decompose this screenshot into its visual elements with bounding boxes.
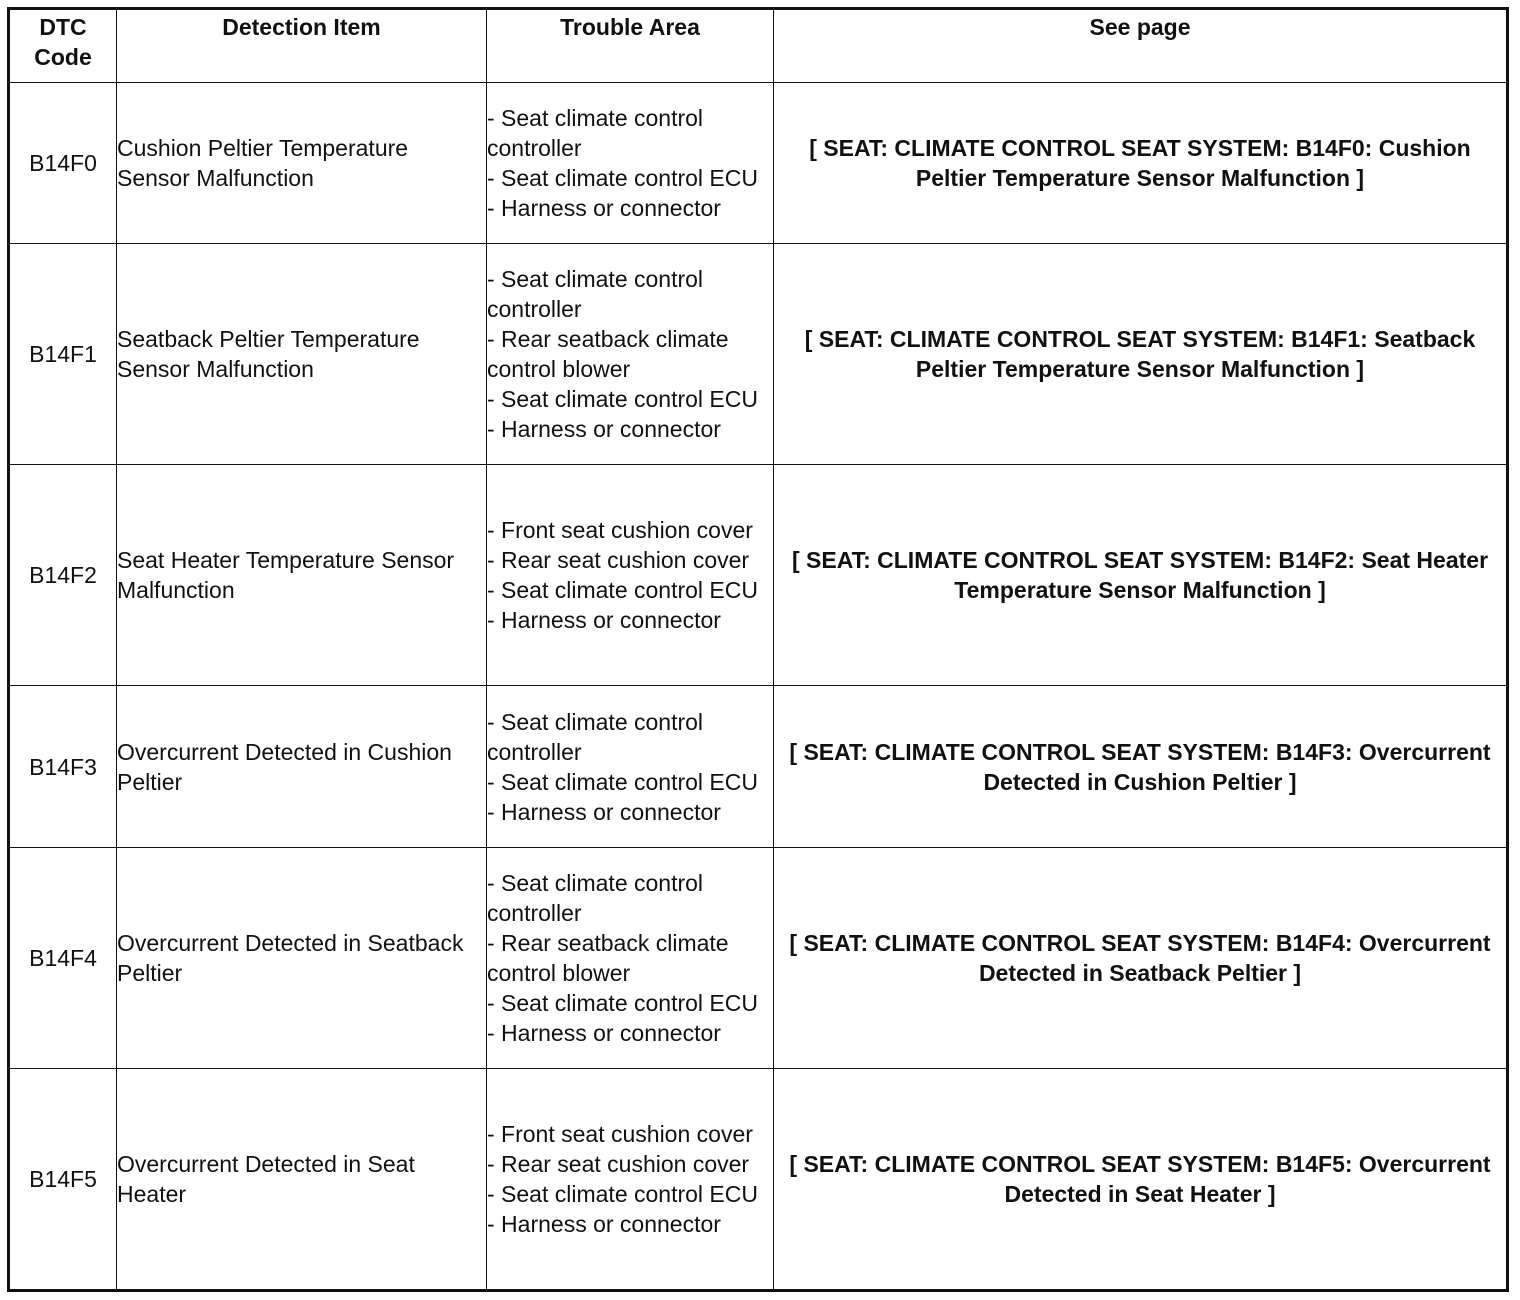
see-page-link[interactable]: [ SEAT: CLIMATE CONTROL SEAT SYSTEM: B14F4: Overcurrent Detected in Seatback Peltier ] [774, 848, 1508, 1069]
table-header [9, 9, 1508, 83]
table-row [9, 244, 1508, 465]
trouble-area-line: - Harness or connector [487, 798, 721, 825]
header-trouble-area: Trouble Area [487, 9, 774, 83]
table-row [9, 686, 1508, 848]
see-page-link[interactable]: [ SEAT: CLIMATE CONTROL SEAT SYSTEM: B14F0: Cushion Peltier Temperature Sensor Malfunction ] [774, 83, 1508, 244]
trouble-area-line: - Seat climate control ECU [487, 386, 758, 412]
trouble-area-line: - Seat climate control ECU [487, 577, 758, 603]
trouble-area-line: - Rear seat cushion cover [487, 547, 750, 573]
table-row [9, 83, 1508, 244]
trouble-area-line: - Seat climate control ECU [487, 165, 758, 191]
header-dtc-code: DTC Code [9, 9, 117, 83]
detection-item-cell: Seat Heater Temperature Sensor Malfunction [117, 465, 487, 686]
see-page-link[interactable]: [ SEAT: CLIMATE CONTROL SEAT SYSTEM: B14F3: Overcurrent Detected in Cushion Peltier ] [774, 686, 1508, 848]
trouble-area-line: - Front seat cushion cover [487, 1121, 753, 1147]
dtc-code-cell: B14F1 [9, 244, 117, 465]
table-body [9, 83, 1508, 1291]
dtc-code-cell: B14F3 [9, 686, 117, 848]
trouble-area-cell [487, 83, 774, 244]
table-row [9, 848, 1508, 1069]
trouble-area-line: - Seat climate control controller [487, 266, 704, 322]
dtc-code-cell: B14F4 [9, 848, 117, 1069]
header-see-page: See page [774, 9, 1508, 83]
trouble-area-line: - Front seat cushion cover [487, 517, 753, 543]
detection-item-cell: Cushion Peltier Temperature Sensor Malfunction [117, 83, 487, 244]
trouble-area-line: - Harness or connector [487, 1020, 721, 1046]
trouble-area-cell [487, 1069, 774, 1291]
header-detection-item: Detection Item [117, 9, 487, 83]
trouble-area-line: - Seat climate control controller [487, 105, 704, 161]
dtc-code-cell: B14F0 [9, 83, 117, 244]
detection-item-cell: Seatback Peltier Temperature Sensor Malfunction [117, 244, 487, 465]
dtc-table [7, 7, 1509, 1292]
see-page-link[interactable]: [ SEAT: CLIMATE CONTROL SEAT SYSTEM: B14F5: Overcurrent Detected in Seat Heater ] [774, 1069, 1508, 1291]
header-row [9, 9, 1508, 83]
trouble-area-cell [487, 465, 774, 686]
trouble-area-line: - Harness or connector [487, 607, 721, 633]
trouble-area-line: - Seat climate control ECU [487, 768, 758, 795]
trouble-area-line: - Rear seat cushion cover [487, 1151, 750, 1177]
trouble-area-line: - Harness or connector [487, 1211, 721, 1237]
see-page-link[interactable]: [ SEAT: CLIMATE CONTROL SEAT SYSTEM: B14F2: Seat Heater Temperature Sensor Malfunction ] [774, 465, 1508, 686]
see-page-link[interactable]: [ SEAT: CLIMATE CONTROL SEAT SYSTEM: B14F1: Seatback Peltier Temperature Sensor Malfunction ] [774, 244, 1508, 465]
trouble-area-cell [487, 848, 774, 1069]
detection-item-cell: Overcurrent Detected in Cushion Peltier [117, 686, 487, 848]
trouble-area-line: - Harness or connector [487, 416, 721, 442]
trouble-area-line: - Rear seatback climate control blower [487, 326, 729, 382]
trouble-area-line: - Seat climate control ECU [487, 990, 758, 1016]
detection-item-cell: Overcurrent Detected in Seat Heater [117, 1069, 487, 1291]
trouble-area-line: - Rear seatback climate control blower [487, 930, 729, 986]
trouble-area-line: - Seat climate control ECU [487, 1181, 758, 1207]
trouble-area-line: - Harness or connector [487, 195, 721, 221]
detection-item-cell: Overcurrent Detected in Seatback Peltier [117, 848, 487, 1069]
table-row [9, 1069, 1508, 1291]
dtc-code-cell: B14F2 [9, 465, 117, 686]
trouble-area-line: - Seat climate control controller [487, 870, 704, 926]
table-row [9, 465, 1508, 686]
trouble-area-cell [487, 686, 774, 848]
dtc-code-cell: B14F5 [9, 1069, 117, 1291]
trouble-area-line: - Seat climate control controller [487, 708, 704, 765]
trouble-area-cell [487, 244, 774, 465]
